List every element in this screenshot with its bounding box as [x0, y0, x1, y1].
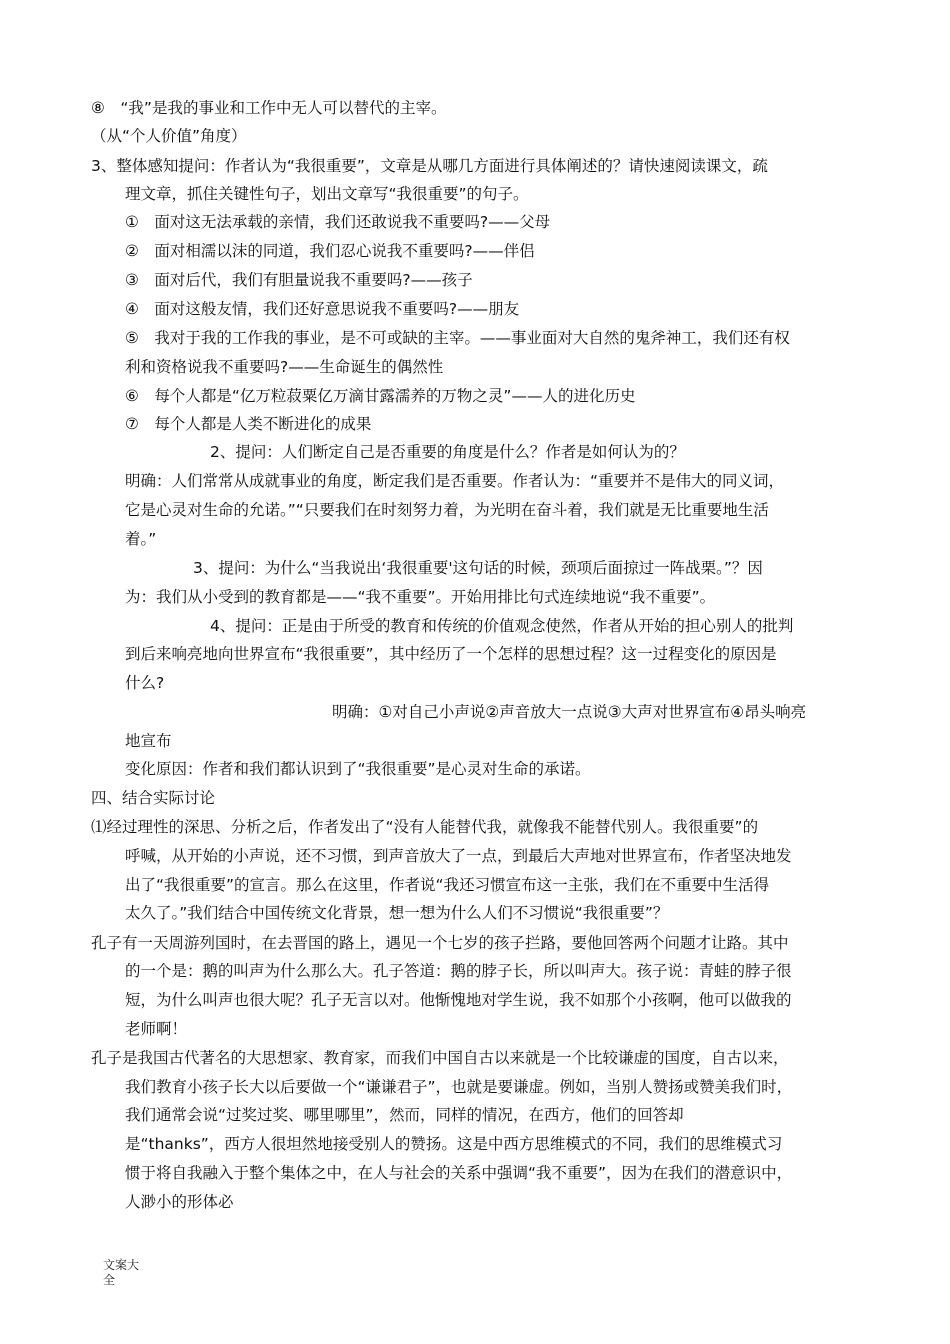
text-line: 人渺小的形体必	[125, 1193, 234, 1211]
text-line: 3、整体感知提问：作者认为“我很重要”，文章是从哪几方面进行具体阐述的？请快速阅读课文，疏	[91, 157, 768, 175]
text-line: ④ 面对这般友情，我们还好意思说我不重要吗?——朋友	[125, 300, 520, 318]
section-heading: 四、结合实际讨论	[91, 789, 216, 807]
text-line: ⑧ “我”是我的事业和工作中无人可以替代的主宰。	[91, 99, 447, 117]
text-line: （从“个人价值”角度）	[91, 127, 247, 145]
text-line: 地宣布	[125, 732, 172, 750]
text-line: ⑴经过理性的深思、分析之后，作者发出了“没有人能替代我，就像我不能替代别人。我很重要”的	[91, 818, 759, 836]
text-line: 着。”	[125, 530, 157, 548]
text-line: 太久了。”我们结合中国传统文化背景，想一想为什么人们不习惯说“我很重要”？	[125, 904, 669, 922]
text-line: 我们通常会说“过奖过奖、哪里哪里”，然而，同样的情况，在西方，他们的回答却	[125, 1106, 684, 1124]
text-line: 短，为什么叫声也很大呢？孔子无言以对。他惭愧地对学生说，我不如那个小孩啊，他可以做我的	[125, 991, 792, 1009]
page-footer	[103, 1258, 139, 1288]
text-line: 惯于将自我融入于整个集体之中，在人与社会的关系中强调“我不重要”，因为在我们的潜意识中，	[125, 1164, 793, 1182]
text-line: ⑦ 每个人都是人类不断进化的成果	[125, 415, 372, 433]
text-line: 明确：①对自己小声说②声音放大一点说③大声对世界宣布④昂头响亮	[332, 703, 807, 721]
text-line: 2、提问：人们断定自己是否重要的角度是什么？作者是如何认为的？	[210, 443, 685, 461]
text-line: 4、提问：正是由于所受的教育和传统的价值观念使然，作者从开始的担心别人的批判	[210, 617, 794, 635]
text-line: ⑤ 我对于我的工作我的事业，是不可或缺的主宰。——事业面对大自然的鬼斧神工，我们还有权	[125, 329, 790, 347]
text-line: 孔子有一天周游列国时，在去晋国的路上，遇见一个七岁的孩子拦路，要他回答两个问题才让路。其中	[91, 934, 789, 952]
text-line: 我们教育小孩子长大以后要做一个“谦谦君子”，也就是要谦虚。例如，当别人赞扬或赞美我们时，	[125, 1078, 793, 1096]
text-line: 变化原因：作者和我们都认识到了“我很重要”是心灵对生命的承诺。	[125, 760, 591, 778]
text-line: ③ 面对后代，我们有胆量说我不重要吗?——孩子	[125, 271, 473, 289]
footer-line: 全	[103, 1273, 116, 1287]
text-line: 为：我们从小受到的教育都是——“我不重要”。开始用排比句式连续地说“我不重要”。	[125, 588, 716, 606]
text-line: 3、提问：为什么“当我说出‘我很重要'这句话的时候，颈项后面掠过一阵战栗。”？因	[193, 559, 763, 577]
footer-line: 文案大	[103, 1258, 140, 1272]
text-line: 明确：人们常常从成就事业的角度，断定我们是否重要。作者认为：“重要并不是伟大的同义词，	[125, 472, 785, 490]
text-line: 孔子是我国古代著名的大思想家、教育家，而我们中国自古以来就是一个比较谦虚的国度，自古以来，	[91, 1049, 789, 1067]
text-line: 到后来响亮地向世界宣布“我很重要”，其中经历了一个怎样的思想过程？这一过程变化的原因是	[125, 645, 777, 663]
text-line: 理文章，抓住关键性句子，划出文章写“我很重要”的句子。	[125, 185, 529, 203]
text-line: 呼喊，从开始的小声说，还不习惯，到声音放大了一点，到最后大声地对世界宣布，作者坚决地发	[125, 847, 792, 865]
text-line: 是“thanks”，西方人很坦然地接受别人的赞扬。这是中西方思维模式的不同，我们的思维模式习	[125, 1135, 783, 1153]
text-line: 老师啊！	[125, 1020, 188, 1038]
text-line: 什么?	[125, 674, 165, 692]
text-line: ② 面对相濡以沫的同道，我们忍心说我不重要吗?——伴侣	[125, 242, 535, 260]
text-line: ① 面对这无法承载的亲情，我们还敢说我不重要吗?——父母	[125, 213, 551, 231]
text-line: ⑥ 每个人都是“亿万粒菽粟亿万滴甘露濡养的万物之灵”——人的进化历史	[125, 387, 636, 405]
text-line: 它是心灵对生命的允诺。”“只要我们在时刻努力着，为光明在奋斗着，我们就是无比重要地生活	[125, 501, 769, 519]
text-line: 的一个是：鹅的叫声为什么那么大。孔子答道：鹅的脖子长，所以叫声大。孩子说：青蛙的脖子很	[125, 962, 792, 980]
text-line: 利和资格说我不重要吗?——生命诞生的偶然性	[125, 358, 444, 376]
text-line: 出了“我很重要”的宣言。那么在这里，作者说“我还习惯宣布这一主张，我们在不重要中生活得	[125, 876, 770, 894]
